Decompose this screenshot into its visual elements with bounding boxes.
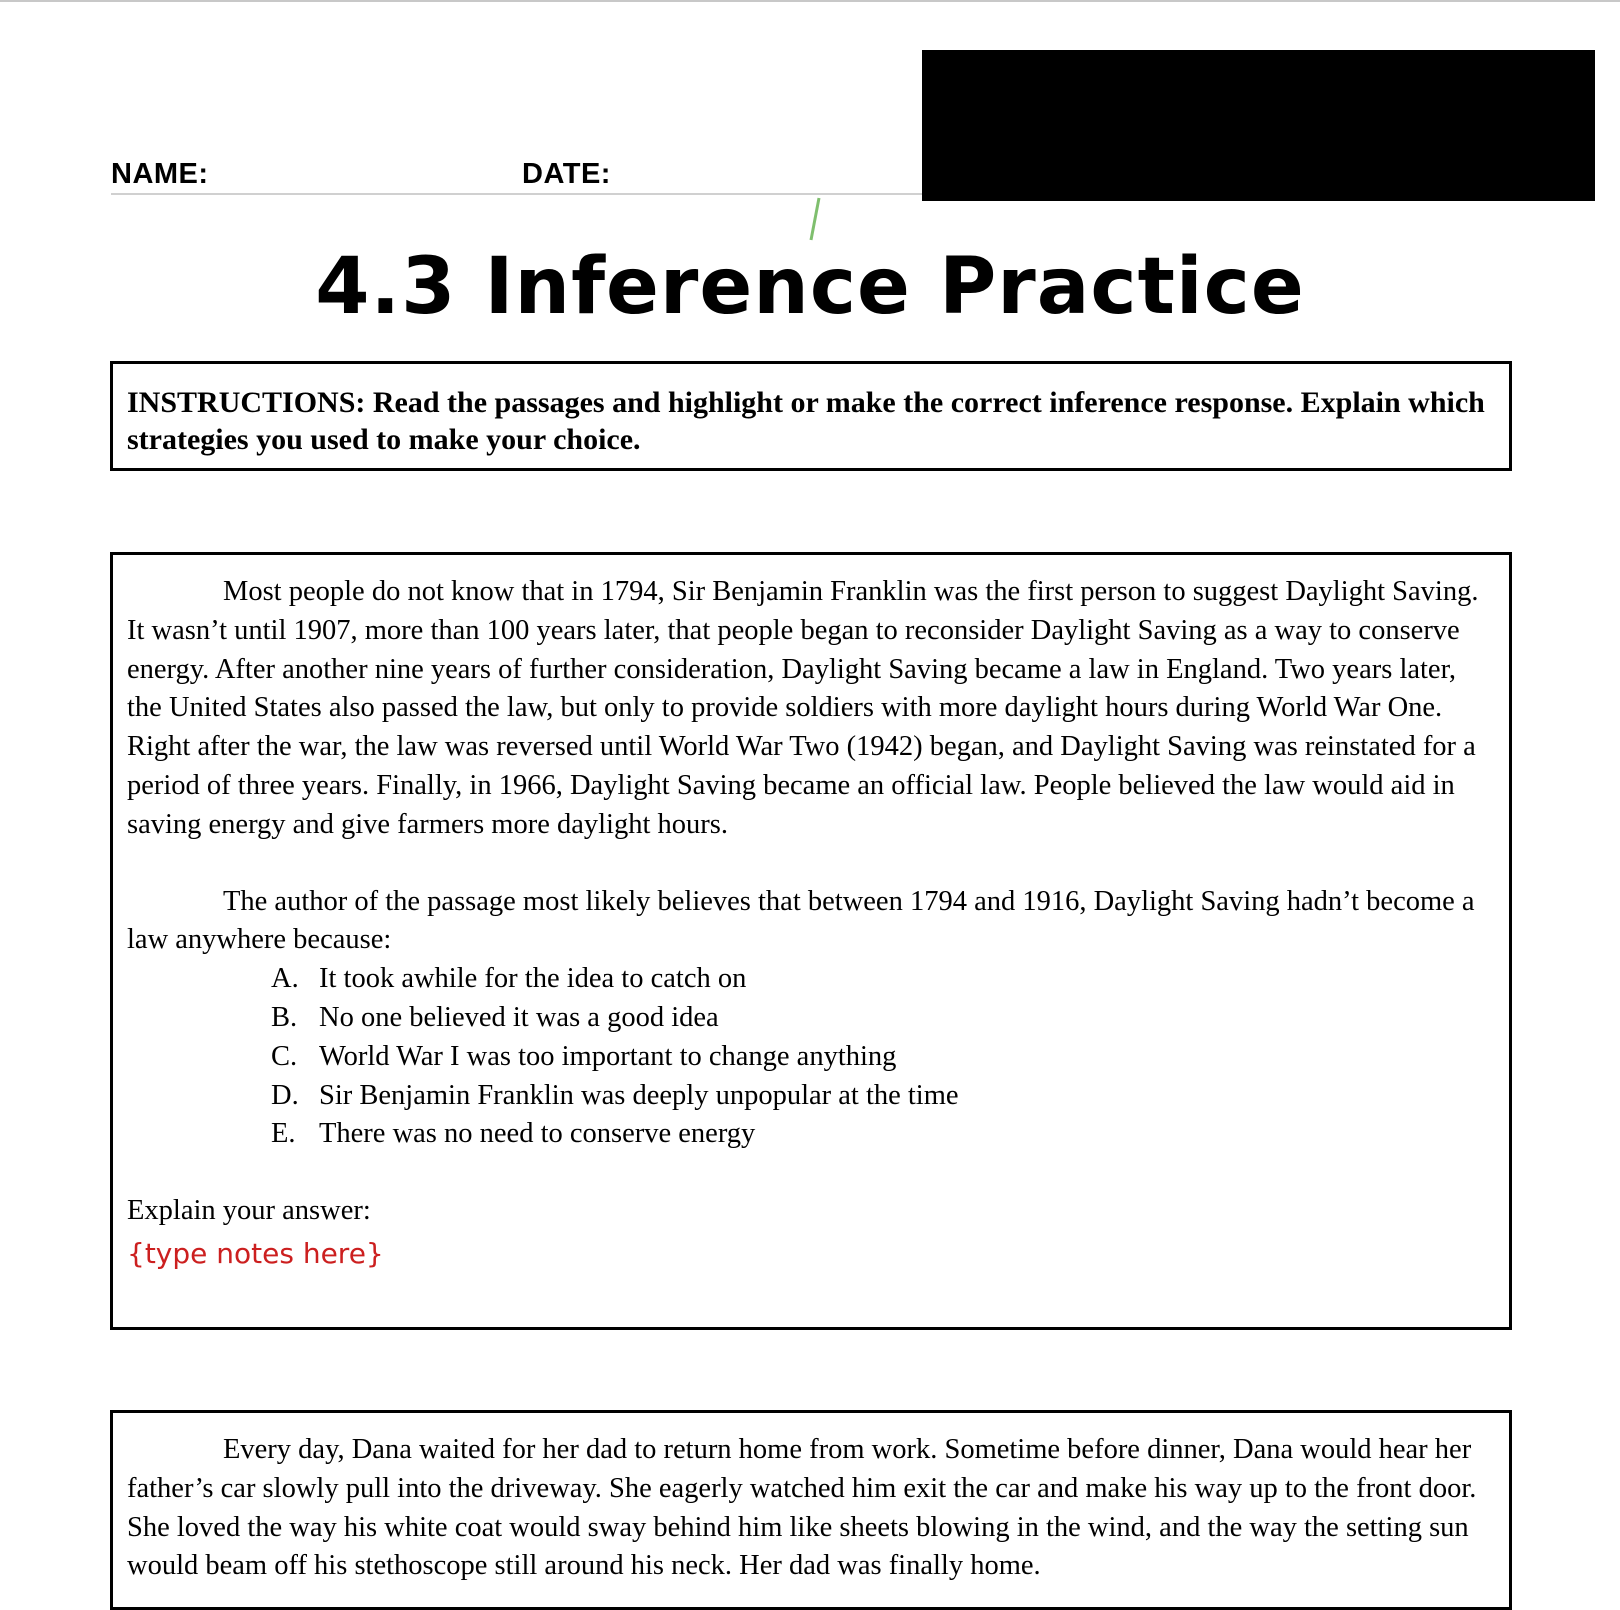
option-text: There was no need to conserve energy (319, 1118, 756, 1150)
instructions-text: INSTRUCTIONS: Read the passages and highlight or make the correct inference response. Explain which strategies you used to make your choice. (127, 386, 1485, 456)
option-text: Sir Benjamin Franklin was deeply unpopular at the time (319, 1079, 959, 1111)
notes-field[interactable]: {type notes here} (127, 1236, 384, 1270)
option-e[interactable] (271, 1115, 1495, 1154)
explain-label: Explain your answer: (127, 1195, 371, 1227)
page-title: 4.3 Inference Practice (315, 242, 1305, 332)
option-c[interactable] (271, 1038, 1495, 1077)
option-a[interactable] (271, 960, 1495, 999)
passage-2-box (110, 1410, 1512, 1610)
option-b[interactable] (271, 999, 1495, 1038)
option-d[interactable] (271, 1077, 1495, 1116)
option-letter: C. (271, 1040, 298, 1072)
option-text: It took awhile for the idea to catch on (319, 963, 747, 995)
top-border (0, 0, 1620, 2)
answer-options (127, 960, 1495, 1154)
passage-2-text: Every day, Dana waited for her dad to return home from work. Sometime before dinner, Dana would hear her father’s car slowly pull into the driveway. She eagerly watched him exit the car and make his way up to the front door. She loved the way his white coat would sway behind him like sheets blowing in the wind, and the way the setting sun would beam off his stethoscope still around his neck. Her dad was finally home. (127, 1434, 1477, 1582)
option-letter: A. (271, 963, 299, 995)
option-letter: B. (271, 1001, 298, 1033)
redaction-block (922, 50, 1595, 201)
passage-1-text: Most people do not know that in 1794, Sir Benjamin Franklin was the first person to suggest Daylight Saving. It wasn’t until 1907, more than 100 years later, that people began to reconsider Daylight Saving as a way to conserve energy. After another nine years of further consideration, Daylight Saving became a law in England. Two years later, the United States also passed the law, but only to provide soldiers with more daylight hours during World War One. Right after the war, the law was reversed until World War Two (1942) began, and Daylight Saving was reinstated for a period of three years. Finally, in 1966, Daylight Saving became an official law. People believed the law would aid in saving energy and give farmers more daylight hours. (127, 576, 1479, 840)
option-text: No one believed it was a good idea (319, 1001, 719, 1033)
option-letter: D. (271, 1079, 299, 1111)
option-letter: E. (271, 1118, 296, 1150)
header-underline (111, 193, 923, 195)
question-1-text: The author of the passage most likely believes that between 1794 and 1916, Daylight Saving hadn’t become a law anywhere because: (127, 885, 1475, 956)
instructions-box (110, 361, 1512, 471)
name-label: NAME: (111, 158, 209, 190)
option-text: World War I was too important to change anything (319, 1040, 897, 1072)
passage-1-box (110, 552, 1512, 1330)
date-label: DATE: (522, 158, 611, 190)
